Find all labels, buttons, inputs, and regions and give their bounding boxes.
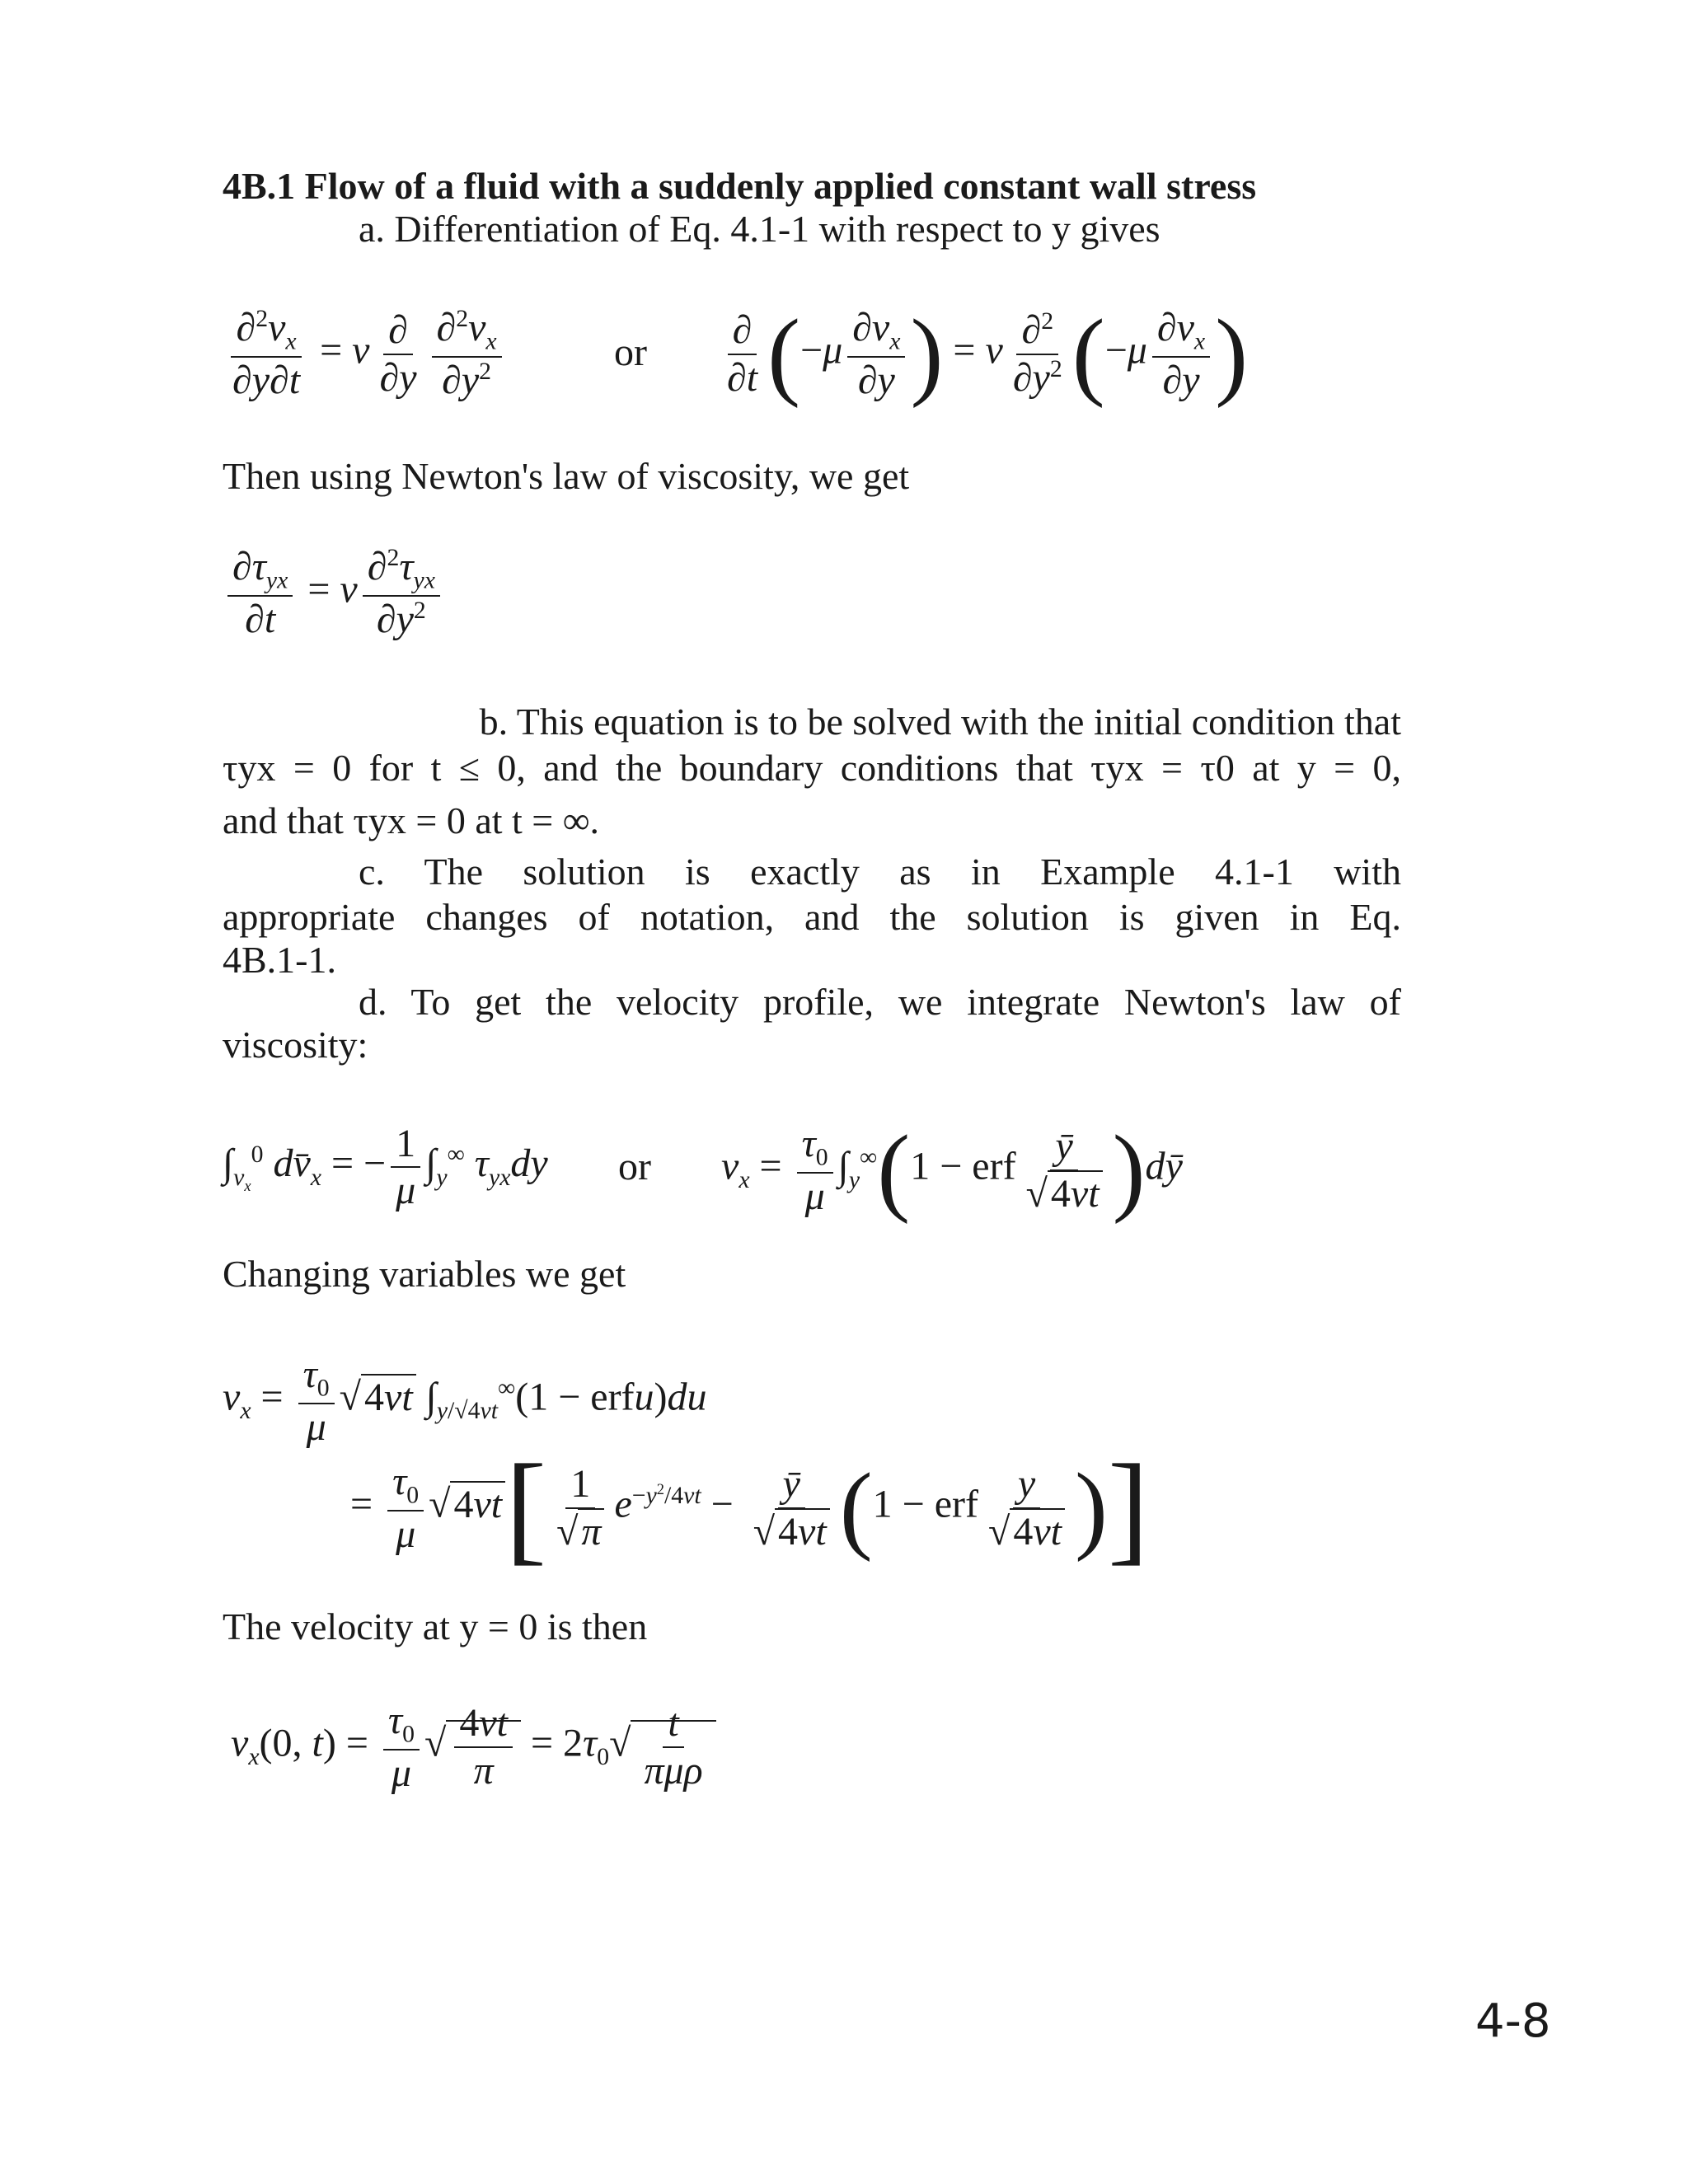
section-heading: 4B.1 Flow of a fluid with a suddenly applied constant wall stress	[223, 165, 1257, 207]
velocity-at-wall-text: The velocity at y = 0 is then	[223, 1605, 648, 1647]
equation-wall-velocity: $v_x(0$, t) = $\frac{\tau_0}{\mu}$ √ $\frac{4\nu t}{\pi}$ = $2\tau_0√$ $\frac{t}{\text{πμρ}}$	[231, 1698, 716, 1796]
equation-stress-diffusion: $\frac{\partial\tau_{yx}}{\partial t}$ = ν $\frac{\partial^2\tau_{yx}}{\partial y^2}$	[223, 544, 445, 642]
part-c-line-2: appropriate changes of notation, and the solution is given in Eq.	[223, 896, 1401, 938]
or-connector-2: or	[618, 1145, 651, 1188]
equation-changed-variables: $v_x$ = $\frac{\tau_0}{\mu}$ √4νt $\int_{y/√4\nu t}^\infty(1$ − erfu)du	[223, 1352, 707, 1449]
equation-integrate-newton: $\int_{v_x}^0$ $dv̄_x$ = − $\frac{1}{\mu}$ $\int_y^\infty$ $\tau_{yx}dy$	[223, 1122, 548, 1213]
part-a-text: a. Differentiation of Eq. 4.1-1 with respect to y gives	[359, 208, 1160, 250]
changing-variables-text: Changing variables we get	[223, 1253, 626, 1295]
equation-diff-stress: $\frac{\partial}{\partial t}$ (−μ $\frac{\partial v_x}{\partial y}$ ) = ν $\frac{\partial^2}{\partial y^2}$ (−μ $\frac{\partial v_x}{\partial y}$ )	[727, 298, 1249, 409]
part-b-line-2: τyx = 0 for t ≤ 0, and the boundary conditions that τyx = τ0 at y = 0,	[223, 747, 1401, 789]
equation-velocity-profile: = $\frac{\tau_0}{\mu}$ √4νt[ $\frac{1}{√\pi}$ $e^{-y^2/4\nu t}$ − $\frac{ȳ}{√4\nu t}$ (1 − erf $\frac{y}{√4\nu t}$ )]	[350, 1439, 1149, 1577]
newton-law-text: Then using Newton's law of viscosity, we get	[223, 455, 910, 497]
or-connector-1: or	[614, 330, 647, 374]
part-b-line-1: b. This equation is to be solved with the initial condition that	[479, 701, 1401, 743]
part-c-line-3: 4B.1-1.	[223, 939, 336, 981]
part-d-line-1: d. To get the velocity profile, we integrate Newton's law of	[359, 981, 1401, 1023]
part-c-line-1: c. The solution is exactly as in Example 4.1-1 with	[359, 851, 1401, 893]
page-number: 4-8	[1475, 1994, 1551, 2048]
equation-diff-velocity: $\frac{\partial^2v_x}{\partial y\partial t}$ = ν $\frac{\partial}{\partial y}$ $\frac{\partial^2v_x}{\partial y^2}$	[223, 305, 507, 403]
part-b-line-3: and that τyx = 0 at t = ∞.	[223, 799, 600, 841]
part-d-line-2: viscosity:	[223, 1024, 368, 1066]
equation-velocity-integral: $v_x$ = $\frac{\tau_0}{\mu}$ $\int_y^\infty(1$ − erf $\frac{ȳ}{√4\nu t}$ )dȳ	[721, 1114, 1183, 1225]
